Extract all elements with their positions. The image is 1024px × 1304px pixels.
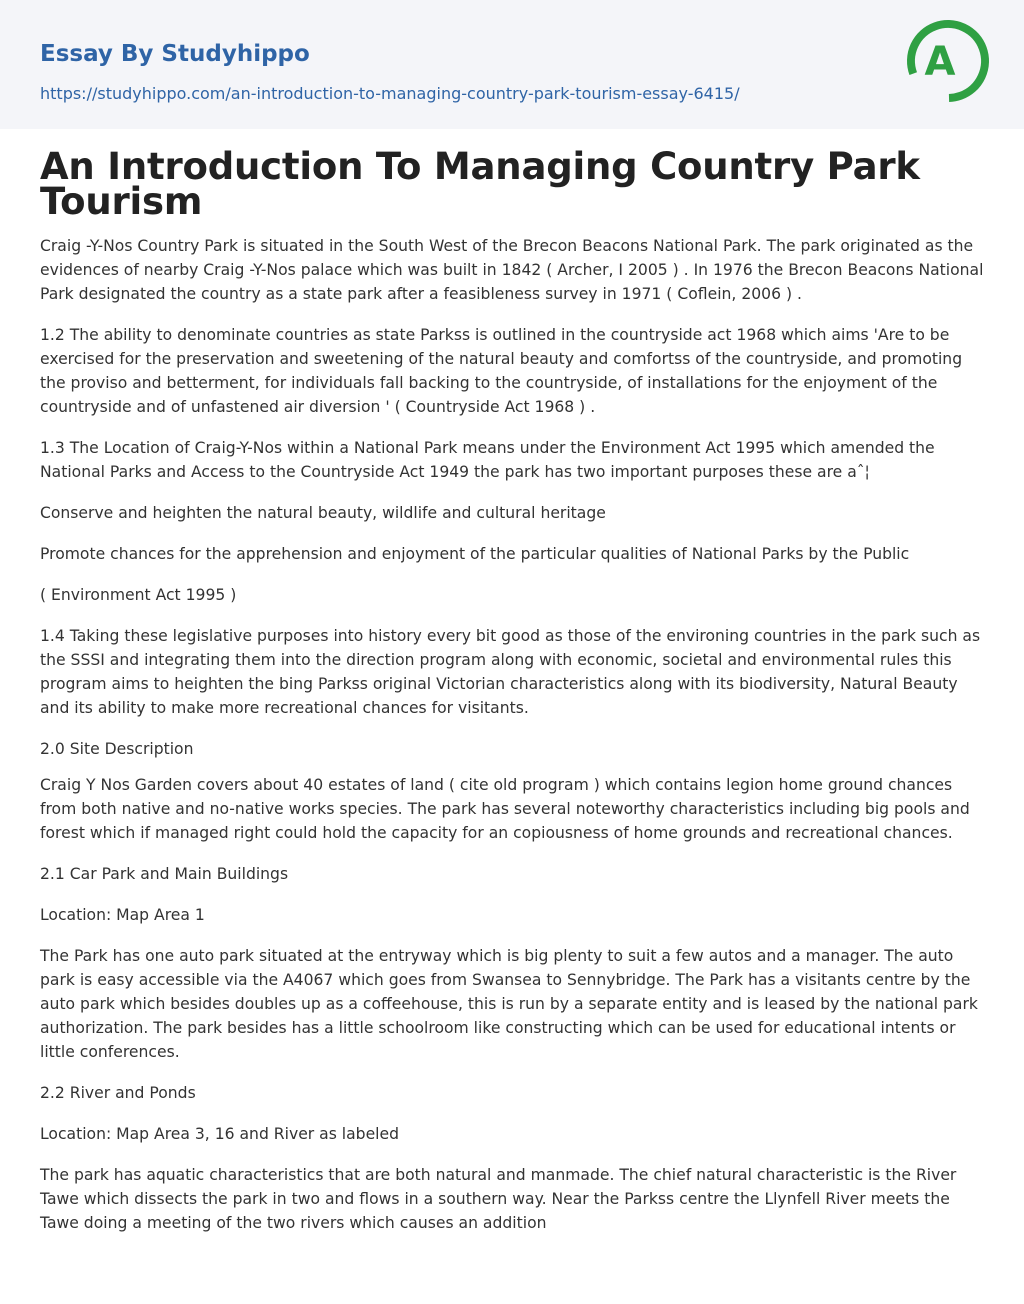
site-header — [0, 0, 1024, 129]
article-paragraph: The park has aquatic characteristics that are both natural and manmade. The chief natural characteristic is the River Tawe which dissects the park in two and flows in a southern way. Near the Parkss centre the Llynfell River meets the Tawe doing a meeting of the two rivers which causes an addition — [40, 1166, 957, 1232]
brand-title: Essay By Studyhippo — [40, 41, 310, 67]
studyhippo-logo-icon[interactable] — [904, 17, 992, 105]
section-heading: 2.1 Car Park and Main Buildings — [40, 865, 289, 883]
article-paragraph: 1.2 The ability to denominate countries as state Parkss is outlined in the countryside act 1968 which aims 'Are to be exercised for the preservation and sweetening of the natural beauty and comfortss of the countryside, and promoting the proviso and betterment, for individuals fall backing to the countryside, of installations for the enjoyment of the countryside and of unfastened air diversion ' ( Countryside Act 1968 ) . — [40, 326, 963, 416]
article-title: An Introduction To Managing Country Park Tourism — [40, 145, 920, 223]
section-heading: 2.2 River and Ponds — [40, 1084, 196, 1102]
article-paragraph: 1.4 Taking these legislative purposes into history every bit good as those of the environing countries in the park such as the SSSI and integrating them into the direction program along with economic, societal and environmental rules this program aims to heighten the bing Parkss original Victorian characteristics along with its biodiversity, Natural Beauty and its ability to make more recreational chances for visitants. — [40, 627, 981, 717]
article-paragraph: Craig Y Nos Garden covers about 40 estates of land ( cite old program ) which contains legion home ground chances from both native and no-native works species. The park has several noteworthy characteristics including big pools and forest which if managed right could hold the capacity for an copiousness of home grounds and recreational chances. — [40, 776, 970, 842]
article — [0, 145, 1024, 1235]
article-paragraph: Conserve and heighten the natural beauty, wildlife and cultural heritage — [40, 504, 606, 522]
location-label: Location: Map Area 3, 16 and River as labeled — [40, 1125, 399, 1143]
article-paragraph: ( Environment Act 1995 ) — [40, 586, 237, 604]
section-heading: 2.0 Site Description — [40, 740, 194, 758]
source-url-link[interactable]: https://studyhippo.com/an-introduction-to-managing-country-park-tourism-essay-6415/ — [40, 84, 740, 103]
article-paragraph: Promote chances for the apprehension and enjoyment of the particular qualities of National Parks by the Public — [40, 545, 910, 563]
logo-letter: A — [924, 39, 956, 85]
article-paragraph: 1.3 The Location of Craig-Y-Nos within a National Park means under the Environment Act 1995 which amended the National Parks and Access to the Countryside Act 1949 the park has two important purposes these are aˆ¦ — [40, 439, 935, 481]
article-paragraph: The Park has one auto park situated at the entryway which is big plenty to suit a few autos and a manager. The auto park is easy accessible via the A4067 which goes from Swansea to Sennybridge. The Park has a visitants centre by the auto park which besides doubles up as a coffeehouse, this is run by a separate entity and is leased by the national park authorization. The park besides has a little schoolroom like constructing which can be used for educational intents or little conferences. — [40, 947, 978, 1061]
location-label: Location: Map Area 1 — [40, 906, 205, 924]
article-paragraph: Craig -Y-Nos Country Park is situated in the South West of the Brecon Beacons National Park. The park originated as the evidences of nearby Craig -Y-Nos palace which was built in 1842 ( Archer, I 2005 ) . In 1976 the Brecon Beacons National Park designated the country as a state park after a feasibleness survey in 1971 ( Coflein, 2006 ) . — [40, 237, 984, 303]
